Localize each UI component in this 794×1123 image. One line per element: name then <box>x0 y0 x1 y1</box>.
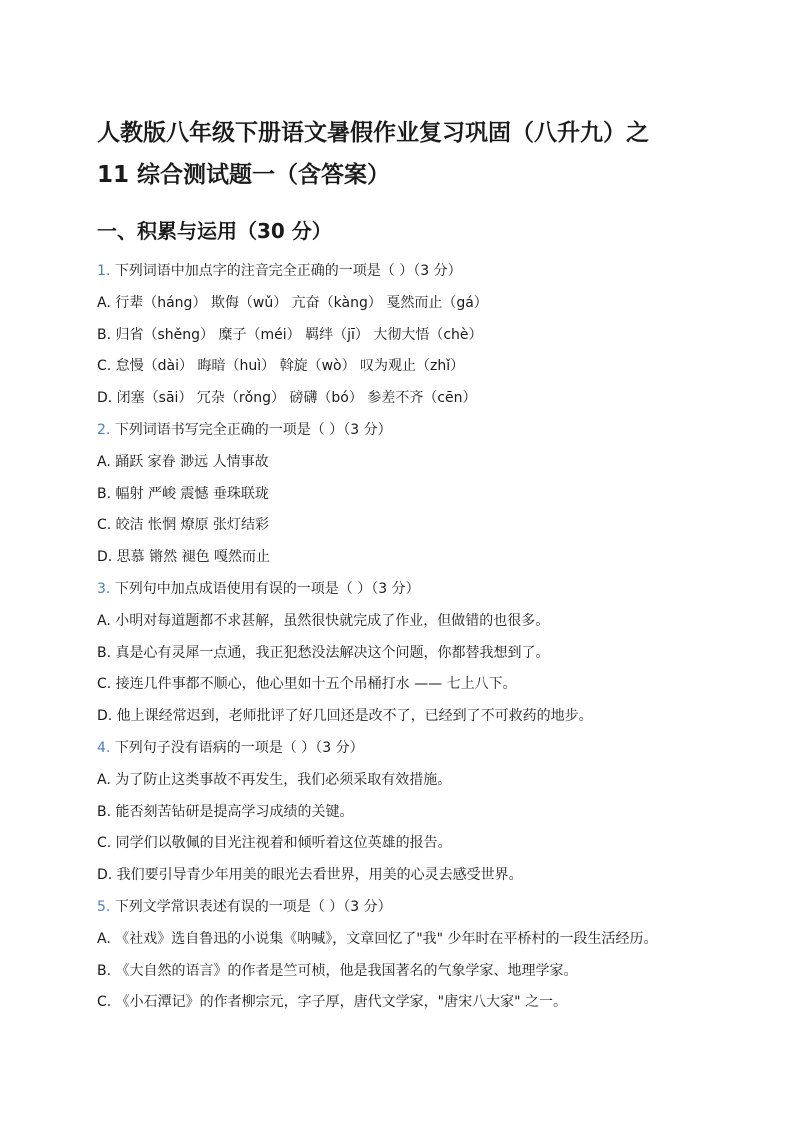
answer-option: B. 归省（shěng） 糜子（méi） 羁绊（jī） 大彻大悟（chè） <box>97 326 483 343</box>
answer-option: A. 小明对每道题都不求甚解，虽然很快就完成了作业，但做错的也很多。 <box>97 612 550 629</box>
question-number: 2. <box>97 421 111 438</box>
answer-option: B. 真是心有灵犀一点通，我正犯愁没法解决这个问题，你都替我想到了。 <box>97 644 550 661</box>
title-line-2: 11 综合测试题一（含答案） <box>97 162 391 188</box>
title-line-1: 人教版八年级下册语文暑假作业复习巩固（八升九）之 <box>97 120 649 146</box>
answer-option: C. 接连几件事都不顺心，他心里如十五个吊桶打水 —— 七上八下。 <box>97 676 517 693</box>
answer-option: B. 幅射 严峻 震憾 垂珠联珑 <box>97 485 269 502</box>
answer-option: D. 我们要引导青少年用美的眼光去看世界，用美的心灵去感受世界。 <box>97 867 523 884</box>
question-list <box>97 256 737 1019</box>
answer-option: C. 皎洁 怅惘 燎原 张灯结彩 <box>97 517 270 534</box>
section-heading: 一、积累与运用（30 分） <box>97 219 332 243</box>
question-stem <box>97 574 737 606</box>
answer-option: A. 行辈（háng） 欺侮（wǔ） 亢奋（kàng） 戛然而止（gá） <box>97 294 488 311</box>
question-stem <box>97 415 737 447</box>
answer-option: B. 《大自然的语言》的作者是竺可桢，他是我国著名的气象学家、地理学家。 <box>97 962 578 979</box>
question-text: 下列句子没有语病的一项是（ ）（3 分） <box>114 739 364 756</box>
document-title <box>97 112 717 196</box>
answer-option: D. 他上课经常迟到，老师批评了好几回还是改不了，已经到了不可救药的地步。 <box>97 708 593 725</box>
question-stem <box>97 892 737 924</box>
question-number: 5. <box>97 898 111 915</box>
answer-option: B. 能否刻苦钻研是提高学习成绩的关键。 <box>97 803 354 820</box>
answer-option: A. 为了防止这类事故不再发生，我们必须采取有效措施。 <box>97 771 452 788</box>
question-number: 3. <box>97 580 111 597</box>
answer-option: C. 同学们以敬佩的目光注视着和倾听着这位英雄的报告。 <box>97 835 452 852</box>
question-number: 4. <box>97 739 111 756</box>
question-number: 1. <box>97 263 111 279</box>
answer-option: C. 《小石潭记》的作者柳宗元，字子厚，唐代文学家，"唐宋八大家" 之一。 <box>97 994 568 1011</box>
answer-option: C. 怠慢（dài） 晦暗（huì） 斡旋（wò） 叹为观止（zhǐ） <box>97 358 465 375</box>
question-stem <box>97 256 737 288</box>
question-text: 下列文学常识表述有误的一项是（ ）（3 分） <box>114 898 392 915</box>
question-text: 下列词语中加点字的注音完全正确的一项是（ ）（3 分） <box>114 263 462 279</box>
answer-option: D. 闭塞（sāi） 冗杂（rǒng） 磅礴（bó） 参差不齐（cēn） <box>97 390 477 407</box>
answer-option: D. 思慕 锵然 褪色 嘎然而止 <box>97 549 271 566</box>
question-text: 下列句中加点成语使用有误的一项是（ ）（3 分） <box>114 580 420 597</box>
answer-option: A. 踊跃 家眷 渺远 人情事故 <box>97 453 269 470</box>
answer-option: A. 《社戏》选自鲁迅的小说集《呐喊》，文章回忆了"我" 少年时在平桥村的一段生活经历。 <box>97 930 658 947</box>
question-text: 下列词语书写完全正确的一项是（ ）（3 分） <box>114 421 392 438</box>
question-stem <box>97 733 737 765</box>
